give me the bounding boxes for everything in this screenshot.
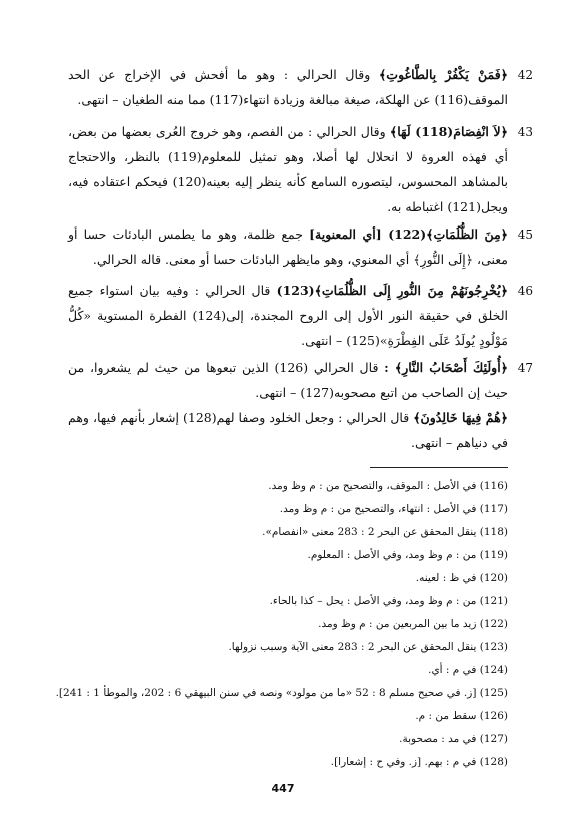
footnote: (128) في م : بهم. [ز. وفي ح : إشعارا]. bbox=[330, 756, 508, 768]
commentary: جمع ظلمة، وهو ما يطمس البادئات حسا أو معنى، ﴿إِلَى النُّورِ﴾ أي المعنوي، وهو مايظهر البادئات حسا أو معنى. قاله الحرالي. bbox=[68, 227, 508, 267]
quran-quote: ﴿أُولَئِكَ أَصْحَابُ النَّارِ﴾ : bbox=[384, 360, 509, 375]
footnote: (120) في ظ : لعينه. bbox=[415, 572, 508, 584]
page-number: 447 bbox=[271, 782, 295, 795]
entry-number: 45 bbox=[517, 228, 533, 242]
footnote: (116) في الأصل : الموقف، والتصحيح من : م وظ ومد. bbox=[268, 480, 508, 492]
entry-text bbox=[68, 119, 508, 219]
entry-number: 46 bbox=[517, 284, 533, 298]
entry-number: 42 bbox=[517, 68, 533, 82]
footnote: (118) ينقل المحقق عن البحر 2 : 283 معنى «انفصام». bbox=[262, 526, 508, 538]
footnote-divider bbox=[370, 467, 508, 468]
quran-quote: ﴿مِنَ الظُّلُمَاتِ﴾(122) [أي المعنوية] bbox=[309, 227, 509, 242]
footnote: (122) زيد ما بين المربعين من : م وظ ومد. bbox=[318, 618, 508, 630]
quran-quote: ﴿فَمَنْ يَكْفُرْ بِالطَّاغُوتِ﴾ bbox=[378, 67, 508, 82]
footnote: (127) في مد : مصحوبة. bbox=[399, 733, 508, 745]
entry-text bbox=[68, 222, 508, 272]
commentary: قال الحرالي : وفيه بيان استواء جميع الخلق في حقيقة النور الأول إلى الروح المجندة، إلى(124) الفطرة المستوية «كُلُّ مَوْلُودٍ يُولَدُ عَلَى الفِطْرَةِ»(125) – انتهى. bbox=[68, 283, 508, 348]
quran-quote: ﴿لاَ انْفِصَامَ(118) لَهَا﴾ bbox=[389, 124, 508, 139]
footnote: (125) [ز. في صحيح مسلم 8 : 52 «ما من مولود» ونصه في سنن البيهقي 6 : 202، والموطأ 1 : 241]. bbox=[55, 687, 508, 699]
footnote: (124) في م : أي. bbox=[428, 664, 508, 676]
quran-quote: ﴿يُخْرِجُونَهُمْ مِنَ النُّورِ إِلَى الظُّلُمَاتِ﴾(123) bbox=[276, 283, 508, 298]
entry-text bbox=[68, 405, 508, 455]
commentary: وقال الحرالي : وهو ما أفحش في الإخراج عن الحد الموقف(116) عن الهلكة، صيغة مبالغة وزيادة انتهاء(117) مما منه الطغيان – انتهى. bbox=[68, 67, 508, 107]
entry-number: 43 bbox=[517, 125, 533, 139]
footnote: (119) من : م وظ ومد، وفي الأصل : المعلوم. bbox=[307, 549, 508, 561]
footnote: (126) سقط من : م. bbox=[415, 710, 508, 722]
entry-text bbox=[68, 355, 508, 405]
footnote: (123) ينقل المحقق عن البحر 2 : 283 معنى الآية وسبب نزولها. bbox=[228, 641, 508, 653]
commentary: قال الحرالي : وجعل الخلود وصفا لهم(128) إشعار بأنهم فيها، وهم في دنياهم – انتهى. bbox=[68, 410, 508, 450]
entry-text bbox=[68, 62, 508, 112]
entry-text bbox=[68, 278, 508, 353]
entry-number: 47 bbox=[517, 361, 533, 375]
quran-quote: ﴿هُمْ فِيهَا خَالِدُونَ﴾ bbox=[413, 410, 508, 425]
commentary: وقال الحرالي : من الفصم، وهو خروج العُرى بعضها من بعض، أي فهذه العروة لا انحلال لها أصلا، وهو تمثيل للمعلوم(119) بالنظر، والاحتجاج بالمشاهد المحسوس، ليتصوره السامع كأنه ينظر إليه بعينه(120) فيحكم اعتقاده فيه، ويجل(121) اغتباطه به. bbox=[68, 124, 508, 214]
commentary: قال الحرالي (126) الذين تبعوها من حيث لم يشعروا، من حيث إن الصاحب من اتبع مصحوبه(127) – انتهى. bbox=[68, 360, 508, 400]
footnote: (117) في الأصل : انتهاء، والتصحيح من : م وظ ومد. bbox=[279, 503, 508, 515]
footnote: (121) من : م وظ ومد، وفي الأصل : يحل – كذا بالحاء. bbox=[269, 595, 508, 607]
